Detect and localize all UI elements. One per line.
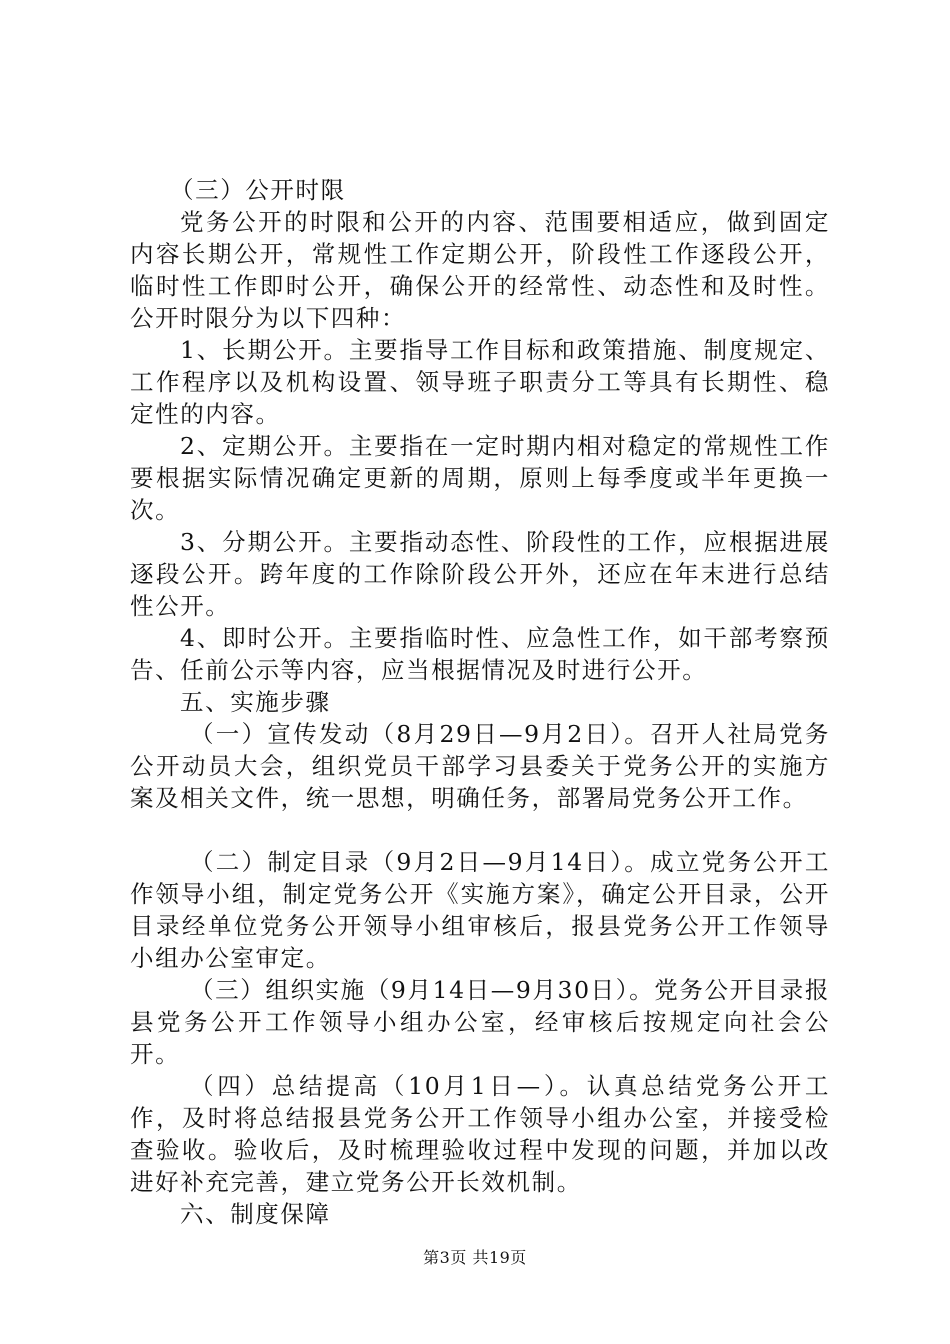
paragraph: （一）宣传发动（8月29日—9月2日）。召开人社局党务公开动员大会，组织党员干部学习县委关于党务公开的实施方案及相关文件，统一思想，明确任务，部署局党务公开工作。 [130,720,830,812]
paragraph: （三）组织实施（9月14日—9月30日）。党务公开目录报县党务公开工作领导小组办公室，经审核后按规定向社会公开。 [130,976,830,1068]
page-footer: 第3页 共19页 [423,1248,527,1267]
list-item: 1、长期公开。主要指导工作目标和政策措施、制度规定、工作程序以及机构设置、领导班子职责分工等具有长期性、稳定性的内容。 [130,336,830,428]
section-heading: （三）公开时限 [170,176,346,204]
document-body [130,174,830,1230]
list-item: 2、定期公开。主要指在一定时期内相对稳定的常规性工作要根据实际情况确定更新的周期，原则上每季度或半年更换一次。 [130,432,830,524]
list-item: 3、分期公开。主要指动态性、阶段性的工作，应根据进展逐段公开。跨年度的工作除阶段公开外，还应在年末进行总结性公开。 [130,528,830,620]
section-heading: 六、制度保障 [180,1200,331,1228]
paragraph: （四）总结提高（10月1日—）。认真总结党务公开工作，及时将总结报县党务公开工作领导小组办公室，并接受检查验收。验收后，及时梳理验收过程中发现的问题，并加以改进好补充完善，建立党务公开长效机制。 [130,1072,830,1196]
list-item: 4、即时公开。主要指临时性、应急性工作，如干部考察预告、任前公示等内容，应当根据情况及时进行公开。 [130,624,830,684]
paragraph: （二）制定目录（9月2日—9月14日）。成立党务公开工作领导小组，制定党务公开《实施方案》，确定公开目录，公开目录经单位党务公开领导小组审核后，报县党务公开工作领导小组办公室审定。 [130,848,830,972]
section-heading: 五、实施步骤 [180,688,331,716]
paragraph: 党务公开的时限和公开的内容、范围要相适应，做到固定内容长期公开，常规性工作定期公开，阶段性工作逐段公开，临时性工作即时公开，确保公开的经常性、动态性和及时性。公开时限分为以下四种： [130,208,830,332]
